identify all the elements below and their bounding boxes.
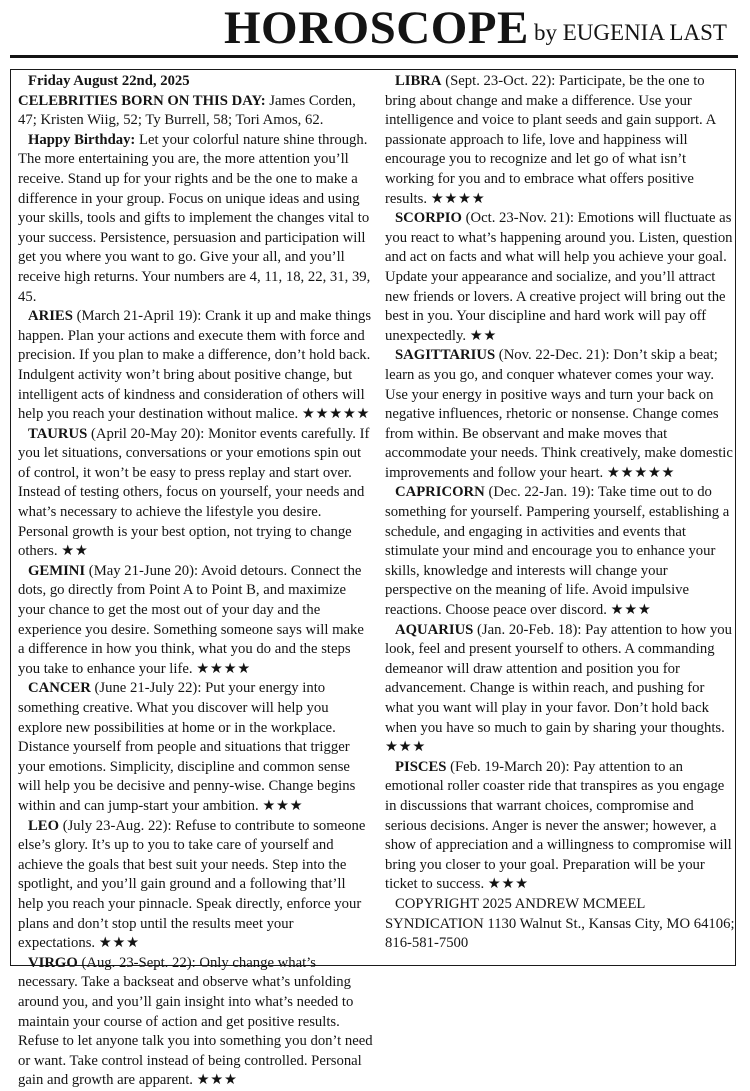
star-rating: ★★★★ xyxy=(196,660,251,677)
star-rating: ★★★ xyxy=(196,1072,238,1089)
sign-leo xyxy=(18,817,374,954)
sign-dates: (July 23-Aug. 22): xyxy=(59,817,176,834)
sign-name: ARIES xyxy=(28,308,73,325)
column-title: HOROSCOPE xyxy=(224,2,529,54)
celebrities-paragraph xyxy=(18,92,374,131)
sign-text: Pay attention to how you look, feel and present yourself to others. A commanding demeanor will draw attention and position you for advancement. Change is within reach, and pushing for what you want will play in your favor. Don’t hold back when you have so much to gain by sharing your thoughts. xyxy=(385,621,732,736)
sign-text: Emotions will fluctuate as you react to what’s happening around you. Listen, question and act on facts and what will help you achieve your goal. Update your appearance and socialize, and you’ll attract new friends or lovers. A creative project will bring out the best in you. Your discipline and hard work will pay off unexpectedly. xyxy=(385,210,733,344)
sign-sagittarius xyxy=(385,346,735,483)
masthead-rule xyxy=(10,55,738,58)
star-rating: ★★ xyxy=(61,543,89,560)
sign-virgo xyxy=(18,954,374,1091)
sign-gemini xyxy=(18,562,374,680)
sign-dates: (April 20-May 20): xyxy=(87,425,209,442)
sign-name: CAPRICORN xyxy=(395,484,485,501)
sign-name: CANCER xyxy=(28,680,91,697)
masthead xyxy=(0,0,750,60)
sign-libra xyxy=(385,72,735,209)
sign-dates: (Sept. 23-Oct. 22): xyxy=(441,73,560,89)
sign-taurus xyxy=(18,425,374,562)
sign-name: VIRGO xyxy=(28,954,78,971)
sign-capricorn xyxy=(385,483,735,620)
sign-dates: (Aug. 23-Sept. 22): xyxy=(77,954,200,971)
sign-scorpio xyxy=(385,209,735,346)
birthday-paragraph xyxy=(18,131,374,307)
sign-pisces xyxy=(385,758,735,895)
left-column xyxy=(18,72,374,1091)
sign-cancer xyxy=(18,679,374,816)
sign-text: Pay attention to an emotional roller coaster ride that transpires as you engage in discussions that warrant choices, compromise and serious decisions. Anger is never the answer; however, a show of appreciation and a willingness to compromise will bring you closer to your goal. Preparation will be your ticket to success. xyxy=(385,758,732,893)
sign-aries xyxy=(18,307,374,425)
star-rating: ★★★★★ xyxy=(301,406,371,423)
star-rating: ★★★★★ xyxy=(606,464,676,481)
sign-text: Monitor events carefully. If you let situations, conversations or your emotions spin out of control, it won’t be easy to press replay and start over. Instead of testing others, focus on yourself, your needs and what’s necessary to achieve the lifestyle you desire. Personal growth is your best option, not trying to change others. xyxy=(18,425,370,560)
star-rating: ★★ xyxy=(469,327,498,344)
sign-text: Don’t skip a beat; learn as you go, and conquer whatever comes your way. Use your energy in positive ways and turn your back on negative influences, rhetoric or nonsense. Change comes from within. Be observant and make moves that accommodate your needs. Think creatively, make domestic improvements and follow your heart. xyxy=(385,347,733,481)
sign-dates: (May 21-June 20): xyxy=(85,562,201,579)
sign-dates: (March 21-April 19): xyxy=(72,308,206,325)
date-heading: Friday August 22nd, 2025 xyxy=(28,73,190,89)
sign-dates: (June 21-July 22): xyxy=(90,680,206,697)
sign-name: SAGITTARIUS xyxy=(395,347,496,364)
sign-dates: (Oct. 23-Nov. 21): xyxy=(461,210,578,227)
star-rating: ★★★★ xyxy=(430,190,486,207)
sign-name: GEMINI xyxy=(28,562,86,579)
birthday-label: Happy Birthday: xyxy=(28,131,136,148)
star-rating: ★★★ xyxy=(610,602,652,619)
sign-text: Only change what’s necessary. Take a backseat and observe what’s unfolding around you, and you’ll gain insight into what’s needed to maintain your course of action and get positive results. Refuse to let anyone talk you into something you don’t need or want. Take control instead of being controlled. Personal gain and growth are apparent. xyxy=(18,954,373,1089)
sign-dates: (Dec. 22-Jan. 19): xyxy=(484,484,598,501)
star-rating: ★★★ xyxy=(98,935,140,952)
sign-text: Refuse to contribute to someone else’s glory. It’s up to you to take care of yourself and achieve the goals that best suit your needs. Step into the spotlight, and you’ll gain ground and a following that’ll help you reach your pinnacle. Speak directly, enforce your plans and don’t stop until the results meet your expectations. xyxy=(18,817,366,952)
sign-dates: (Jan. 20-Feb. 18): xyxy=(473,621,586,638)
birthday-text: Let your colorful nature shine through. The more entertaining you are, the more attention you’ll receive. Stand up for your rights and be the one to make a difference in your group. Focus on unique ideas and using your skills, tools and gifts to implement the changes vital to your success. Persistence, persuasion and participation will get you where you want to go. Give your all, and you’ll receive high returns. Your numbers are 4, 11, 18, 22, 31, 39, 45. xyxy=(18,131,371,305)
copyright-notice: COPYRIGHT 2025 ANDREW MCMEEL SYNDICATION 1130 Walnut St., Kansas City, MO 64106; 816-581-7500 xyxy=(385,895,735,952)
sign-dates: (Nov. 22-Dec. 21): xyxy=(495,347,614,364)
sign-aquarius xyxy=(385,621,735,758)
sign-name: LEO xyxy=(28,817,60,834)
sign-name: SCORPIO xyxy=(395,210,462,227)
sign-name: TAURUS xyxy=(28,425,88,442)
sign-text: Take time out to do something for yourself. Pampering yourself, establishing a schedule, and engaging in activities and events that stimulate your mind and encourage you to enhance your skills, knowledge and interests will change your perspective on the meaning of life. Avoid impulsive reactions. Choose peace over discord. xyxy=(385,484,730,619)
right-column xyxy=(385,72,735,954)
sign-name: AQUARIUS xyxy=(395,621,474,638)
sign-text: Put your energy into something creative. What you discover will help you explore new possibilities at home or in the workplace. Distance yourself from people and situations that trigger your emotions. Simplicity, discipline and common sense will help you be decisive and penny-wise. Change begins within and can jump-start your ambition. xyxy=(18,680,356,814)
sign-name: LIBRA xyxy=(395,73,442,89)
celebrities-text: James Corden, 47; Kristen Wiig, 52; Ty Burrell, 58; Tori Amos, 62. xyxy=(18,92,356,129)
sign-name: PISCES xyxy=(395,758,447,775)
star-rating: ★★★ xyxy=(262,797,304,814)
sign-text: Participate, be the one to bring about change and make a difference. Use your intelligence and voice to plant seeds and gain support. A passionate approach to life, love and happiness will encourage you to recognize and let go of what isn’t working for you and to embrace what offers positive results. xyxy=(385,73,716,207)
byline: by EUGENIA LAST xyxy=(534,20,727,45)
sign-text: Crank it up and make things happen. Plan your actions and execute them with force and precision. If you plan to make a difference, don’t hold back. Indulgent activity won’t bring about positive change, but intelligent acts of kindness and consideration of others will help you reach your destination without malice. xyxy=(18,308,372,423)
celebrities-label: CELEBRITIES BORN ON THIS DAY: xyxy=(18,92,266,109)
sign-dates: (Feb. 19-March 20): xyxy=(446,758,574,775)
star-rating: ★★★ xyxy=(385,739,427,756)
sign-text: Avoid detours. Connect the dots, go directly from Point A to Point B, and maximize your chance to get the most out of your day and the experience you desire. Something someone says will make a difference in how you think, what you do and the steps you take to enhance your life. xyxy=(18,562,364,677)
star-rating: ★★★ xyxy=(487,876,529,893)
